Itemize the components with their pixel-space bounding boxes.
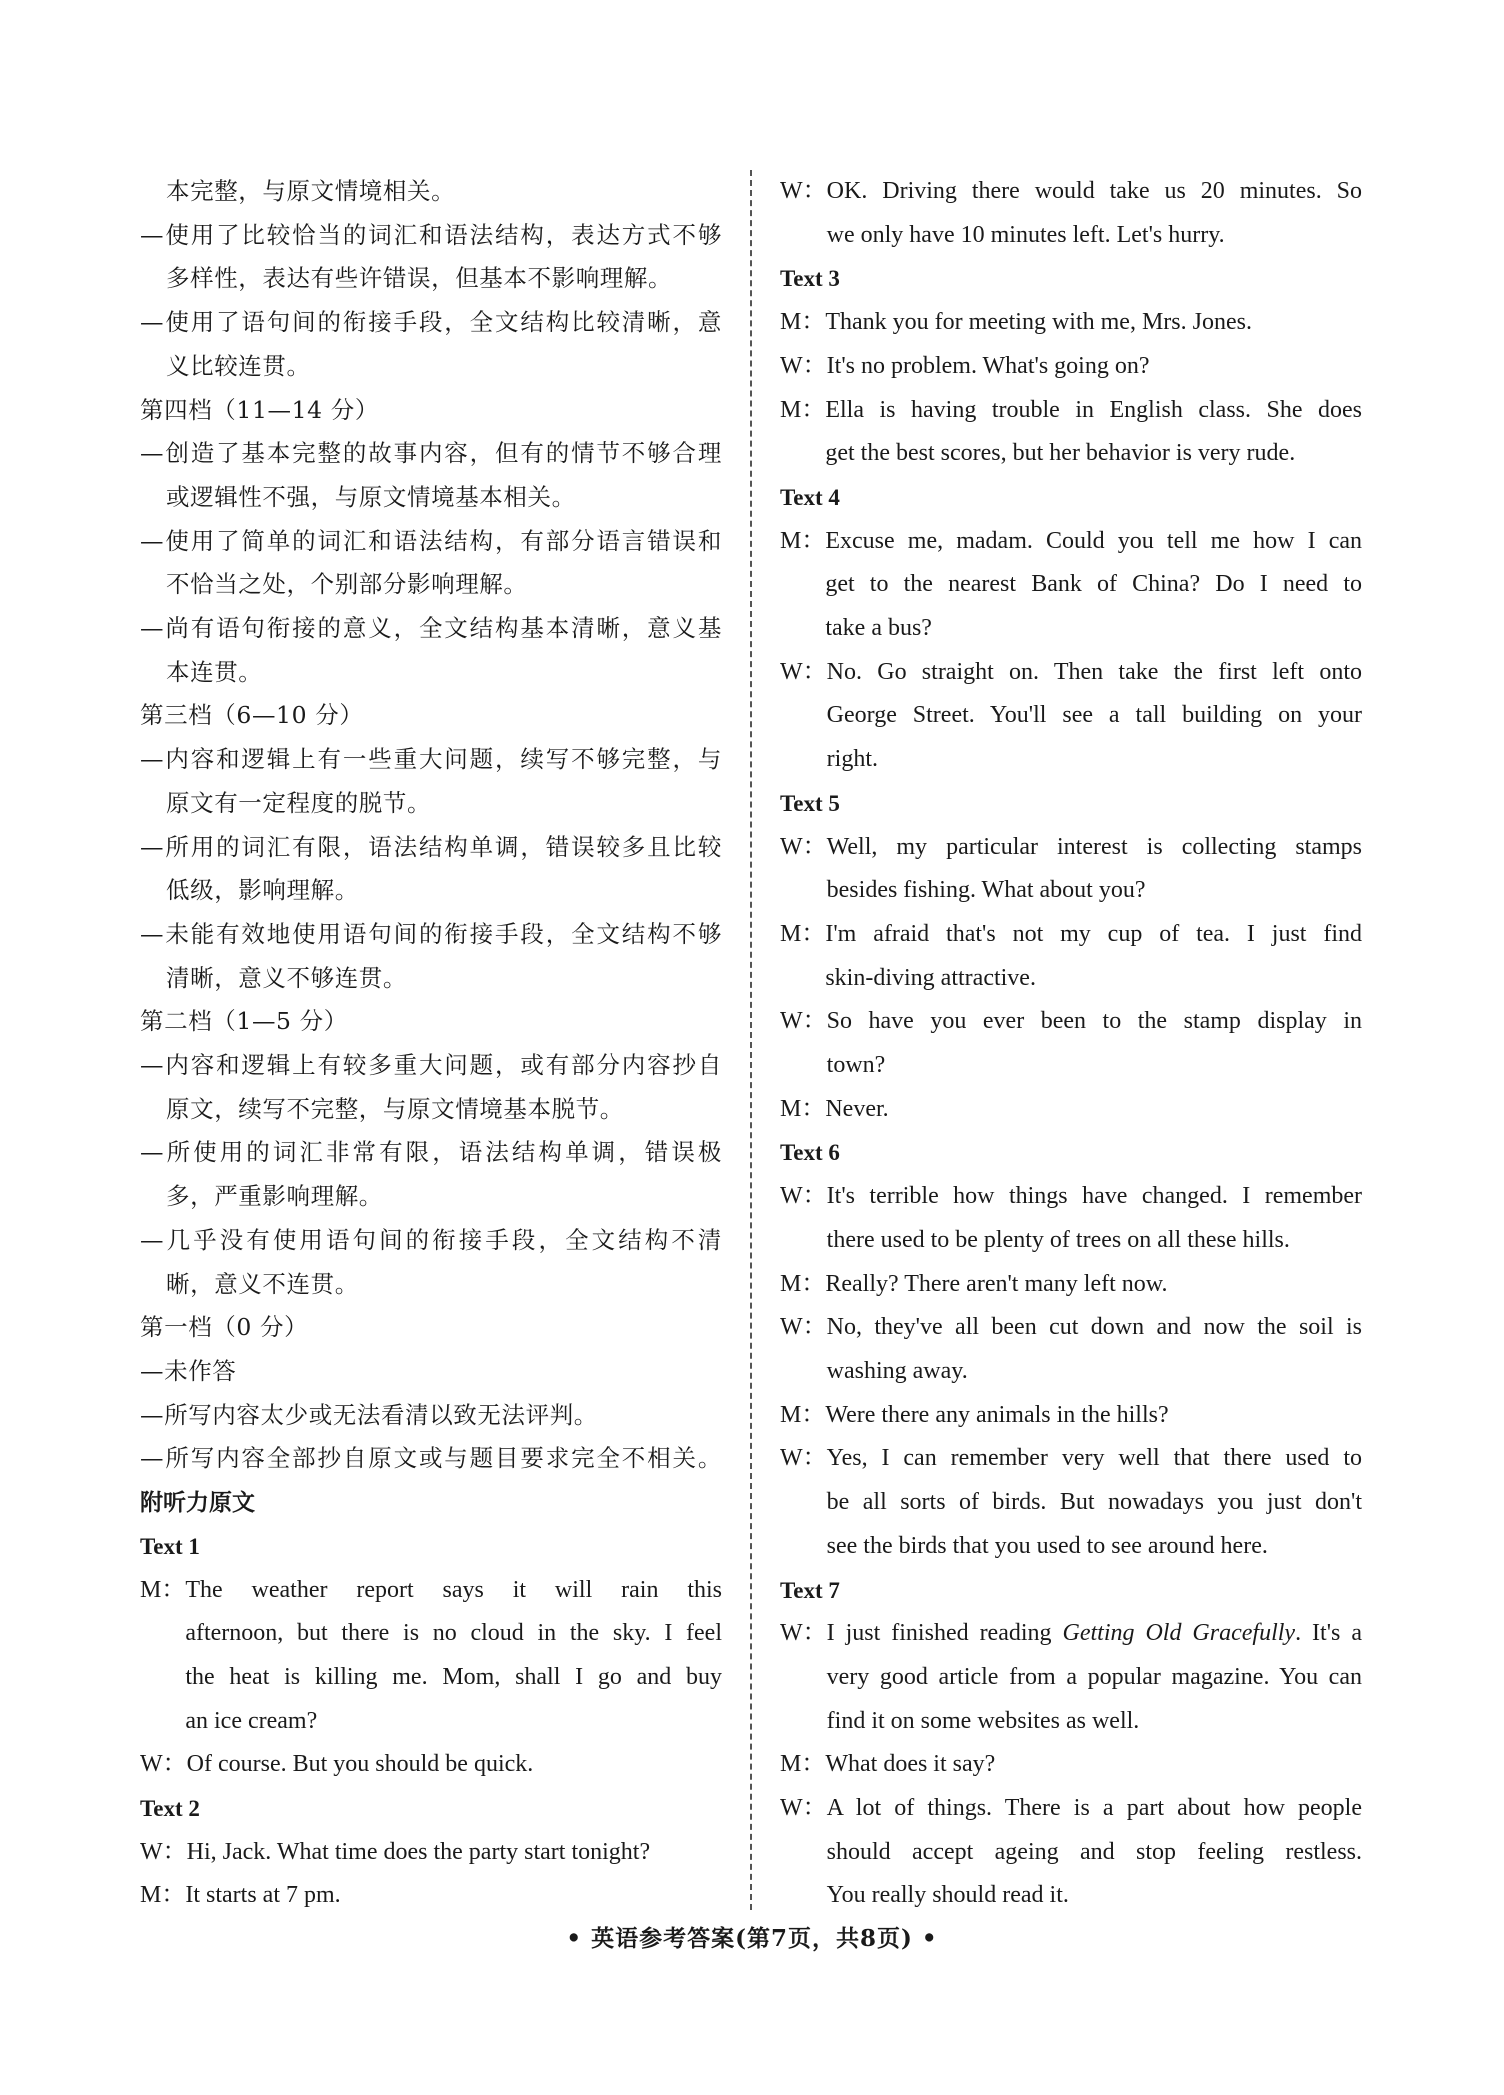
utterance-line: get the best scores, but her behavior is very rude. <box>825 440 1296 467</box>
rubric-line: —未能有效地使用语句间的衔接手段，全文结构不够 <box>140 919 722 948</box>
text-heading: Text 5 <box>780 790 840 816</box>
left-column <box>140 170 722 1918</box>
utterance-line: should accept ageing and stop feeling restless. <box>826 1838 1362 1865</box>
dialogue-turn <box>140 1743 722 1787</box>
utterance <box>825 389 1362 476</box>
utterance-line: You really should read it. <box>826 1882 1069 1909</box>
utterance <box>827 1306 1362 1393</box>
dialogue-turn <box>780 826 1362 913</box>
utterance <box>827 345 1362 389</box>
rubric-line: 义比较连贯。 <box>166 351 311 380</box>
dialogue-turn <box>780 1263 1362 1307</box>
text-heading: Text 6 <box>780 1140 840 1166</box>
text-heading: Text 7 <box>780 1577 840 1603</box>
utterance-line: It's no problem. What's going on? <box>826 352 1150 379</box>
utterance <box>827 1437 1362 1568</box>
utterance <box>827 826 1362 913</box>
utterance <box>825 520 1362 651</box>
rubric-line: —内容和逻辑上有较多重大问题，或有部分内容抄自 <box>140 1051 722 1080</box>
dialogue-turn <box>780 170 1362 257</box>
speaker-label: M： <box>780 396 826 423</box>
utterance <box>827 1175 1362 1262</box>
speaker-label: W： <box>780 1445 827 1472</box>
speaker-label: W： <box>780 178 827 204</box>
utterance-line: No, they've all been cut down and now the soil is <box>826 1314 1362 1341</box>
text-heading: Text 2 <box>140 1796 200 1822</box>
utterance-line: take a bus? <box>825 615 932 642</box>
utterance <box>827 651 1362 782</box>
speaker-label: W： <box>780 1183 827 1210</box>
rubric-line: —所写内容全部抄自原文或与题目要求完全不相关。 <box>140 1444 722 1473</box>
rubric-line: 多，严重影响理解。 <box>166 1182 383 1211</box>
rubric-line: —使用了比较恰当的词汇和语法结构，表达方式不够 <box>140 220 722 249</box>
rubric-line: 第二档（1—5 分） <box>140 1007 348 1036</box>
dialogue-turn <box>780 1175 1362 1262</box>
appendix-title: 附听力原文 <box>140 1490 255 1516</box>
rubric-line: 低级，影响理解。 <box>166 876 359 905</box>
speaker-label: W： <box>780 1795 827 1822</box>
utterance-line: there used to be plenty of trees on all these hills. <box>826 1226 1290 1253</box>
utterance-line: skin-diving attractive. <box>825 964 1036 991</box>
utterance <box>187 1831 722 1875</box>
rubric-line: 原文，续写不完整，与原文情境基本脱节。 <box>166 1094 624 1123</box>
speaker-label: M： <box>780 309 826 336</box>
rubric-line: 多样性，表达有些许错误，但基本不影响理解。 <box>166 264 673 293</box>
dialogue-turn <box>780 1088 1362 1132</box>
dialogue-turn <box>140 1831 722 1875</box>
page-footer: • 英语参考答案(第7页，共8页) • <box>566 1925 938 1952</box>
dialogue-turn <box>780 345 1362 389</box>
utterance-line: I just finished reading Getting Old Gracefully. It's a <box>826 1620 1362 1647</box>
utterance-line: George Street. You'll see a tall building on your <box>826 702 1362 729</box>
utterance <box>827 1612 1362 1743</box>
rubric-line: —所写内容太少或无法看清以致无法评判。 <box>140 1400 598 1429</box>
speaker-label: W： <box>140 1838 187 1865</box>
text-heading: Text 4 <box>780 484 840 510</box>
speaker-label: M： <box>780 1095 826 1122</box>
utterance <box>827 1000 1362 1087</box>
utterance-line: Excuse me, madam. Could you tell me how I can <box>825 527 1362 554</box>
utterance-line: OK. Driving there would take us 20 minutes. So <box>826 178 1362 204</box>
rubric-line: —尚有语句衔接的意义，全文结构基本清晰，意义基 <box>140 614 722 643</box>
utterance-line: town? <box>826 1052 886 1079</box>
utterance-line: Thank you for meeting with me, Mrs. Jones. <box>825 309 1252 336</box>
utterance-line: we only have 10 minutes left. Let's hurry. <box>826 221 1225 248</box>
utterance <box>827 1787 1362 1918</box>
utterance <box>825 1743 1362 1787</box>
utterance-line: afternoon, but there is no cloud in the sky. I feel <box>185 1620 722 1647</box>
rubric-line: 原文有一定程度的脱节。 <box>166 788 432 817</box>
utterance <box>185 1569 722 1744</box>
speaker-label: W： <box>780 352 827 379</box>
rubric-line: 第一档（0 分） <box>140 1313 309 1342</box>
dialogue-turn <box>780 1000 1362 1087</box>
utterance <box>187 1743 722 1787</box>
rubric-line: —所用的词汇有限，语法结构单调，错误较多且比较 <box>140 832 722 861</box>
rubric-line: —内容和逻辑上有一些重大问题，续写不够完整，与 <box>140 745 722 774</box>
utterance-line: Were there any animals in the hills? <box>825 1401 1169 1428</box>
rubric-line: —使用了简单的词汇和语法结构，有部分语言错误和 <box>140 526 722 555</box>
speaker-label: M： <box>780 1751 826 1778</box>
dialogue-turn <box>780 1394 1362 1438</box>
utterance-line: the heat is killing me. Mom, shall I go and buy <box>185 1663 722 1690</box>
speaker-label: M： <box>140 1576 186 1603</box>
text-heading: Text 3 <box>780 266 840 292</box>
speaker-label: M： <box>780 527 826 554</box>
utterance-line: besides fishing. What about you? <box>826 877 1146 904</box>
dialogue-turn <box>780 913 1362 1000</box>
utterance <box>827 170 1362 257</box>
speaker-label: W： <box>780 658 827 685</box>
rubric-line: 第三档（6—10 分） <box>140 701 364 730</box>
utterance-line: Well, my particular interest is collecting stamps <box>826 833 1362 860</box>
utterance-line: see the birds that you used to see around here. <box>826 1532 1268 1559</box>
utterance-line: Of course. But you should be quick. <box>186 1751 534 1778</box>
rubric-line: 不恰当之处，个别部分影响理解。 <box>166 570 528 599</box>
utterance-line: What does it say? <box>825 1751 996 1778</box>
rubric-line: 晰，意义不连贯。 <box>166 1269 359 1298</box>
dialogue-turn <box>780 389 1362 476</box>
speaker-label: W： <box>140 1751 187 1778</box>
utterance-line: A lot of things. There is a part about how people <box>826 1795 1362 1822</box>
rubric-line: 或逻辑性不强，与原文情境基本相关。 <box>166 482 576 511</box>
utterance <box>825 301 1362 345</box>
rubric-line: 清晰，意义不够连贯。 <box>166 963 407 992</box>
utterance-line: Yes, I can remember very well that there used to <box>826 1445 1362 1472</box>
rubric-line: —创造了基本完整的故事内容，但有的情节不够合理 <box>140 439 722 468</box>
utterance-line: No. Go straight on. Then take the first left onto <box>826 658 1362 685</box>
utterance-line: get to the nearest Bank of China? Do I need to <box>825 571 1362 598</box>
dialogue-turn <box>780 1306 1362 1393</box>
speaker-label: M： <box>780 1401 826 1428</box>
utterance-line: The weather report says it will rain this <box>185 1576 722 1603</box>
dialogue-turn <box>780 1787 1362 1918</box>
utterance-line: So have you ever been to the stamp display in <box>826 1008 1362 1035</box>
rubric-line: —几乎没有使用语句间的衔接手段，全文结构不清 <box>140 1225 722 1254</box>
utterance <box>825 1394 1362 1438</box>
book-title: Getting Old Gracefully <box>1062 1620 1296 1647</box>
speaker-label: M： <box>780 920 826 947</box>
utterance <box>185 1874 722 1918</box>
dialogue-turn <box>780 520 1362 651</box>
rubric-line: 第四档（11—14 分） <box>140 395 379 424</box>
dialogue-turn <box>140 1874 722 1918</box>
dialogue-turn <box>780 301 1362 345</box>
dialogue-turn <box>780 651 1362 782</box>
utterance-line: right. <box>826 746 878 773</box>
utterance-line: washing away. <box>826 1357 968 1384</box>
utterance-line: Never. <box>825 1095 889 1122</box>
text-heading: Text 1 <box>140 1533 200 1559</box>
speaker-label: M： <box>140 1882 186 1909</box>
right-column <box>780 170 1362 1918</box>
rubric-line: 本完整，与原文情境相关。 <box>166 177 456 205</box>
dialogue-turn <box>780 1437 1362 1568</box>
speaker-label: W： <box>780 833 827 860</box>
speaker-label: W： <box>780 1008 827 1035</box>
utterance-line: Really? There aren't many left now. <box>825 1270 1168 1297</box>
utterance <box>825 1088 1362 1132</box>
utterance-line: I'm afraid that's not my cup of tea. I just find <box>825 920 1362 947</box>
speaker-label: W： <box>780 1620 827 1647</box>
rubric-line: —使用了语句间的衔接手段，全文结构比较清晰，意 <box>140 308 722 337</box>
dialogue-turn <box>780 1743 1362 1787</box>
rubric-line: 本连贯。 <box>166 657 263 686</box>
rubric-line: —未作答 <box>140 1356 237 1385</box>
utterance <box>825 913 1362 1000</box>
dialogue-turn <box>780 1612 1362 1743</box>
utterance <box>825 1263 1362 1307</box>
utterance-line: Hi, Jack. What time does the party start tonight? <box>186 1838 651 1865</box>
utterance-line: be all sorts of birds. But nowadays you just don't <box>826 1489 1362 1516</box>
utterance-line: find it on some websites as well. <box>826 1707 1140 1734</box>
column-divider <box>750 170 752 1910</box>
utterance-line: It's terrible how things have changed. I remember <box>826 1183 1362 1210</box>
rubric-line: —所使用的词汇非常有限，语法结构单调，错误极 <box>140 1138 722 1167</box>
dialogue-turn <box>140 1569 722 1744</box>
utterance-line: an ice cream? <box>185 1707 318 1734</box>
utterance-line: very good article from a popular magazine. You can <box>826 1663 1362 1690</box>
speaker-label: W： <box>780 1314 827 1341</box>
speaker-label: M： <box>780 1270 826 1297</box>
utterance-line: It starts at 7 pm. <box>185 1882 341 1909</box>
utterance-line: Ella is having trouble in English class. She does <box>825 396 1362 423</box>
